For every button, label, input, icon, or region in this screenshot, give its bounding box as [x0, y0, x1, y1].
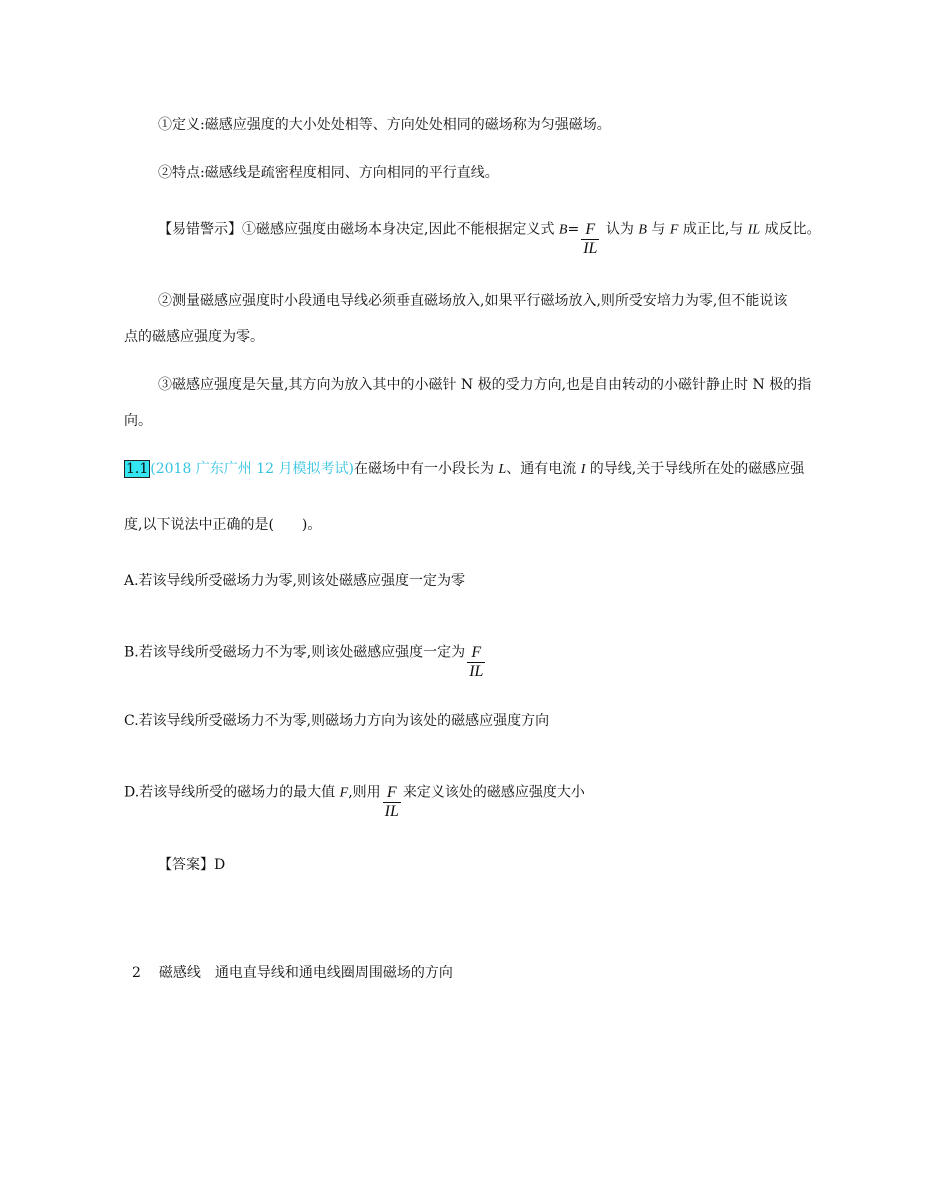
- warning-text: 成正比,与: [678, 221, 748, 238]
- section-heading: [132, 963, 453, 983]
- vector-paragraph-line1: ③磁感应强度是矢量,其方向为放入其中的小磁针 N 极的受力方向,也是自由转动的小磁针静止时 N 极的指: [158, 377, 812, 393]
- option-d-text: ,则用: [348, 784, 381, 801]
- symbol-i: I: [580, 462, 586, 477]
- definition-paragraph: ①定义:磁感应强度的大小处处相等、方向处处相同的磁场称为匀强磁场。: [158, 117, 611, 133]
- option-b-text: B.若该导线所受磁场力不为零,则该处磁感应强度一定为: [124, 644, 466, 661]
- symbol-l: L: [498, 462, 507, 477]
- option-d: [124, 774, 585, 820]
- option-c: C.若该导线所受磁场力不为零,则磁场力方向为该处的磁感应强度方向: [124, 713, 550, 729]
- question-text: 在磁场中有一小段长为: [353, 461, 499, 477]
- question-text: 、通有电流: [506, 461, 581, 477]
- fraction-denominator: IL: [384, 803, 399, 820]
- option-b-fraction: [467, 644, 485, 681]
- question-number[interactable]: 1.1: [126, 461, 149, 477]
- option-d-text: 来定义该处的磁感应强度大小: [402, 784, 585, 801]
- option-d-fraction: [383, 784, 401, 821]
- vector-paragraph-line2: 向。: [124, 413, 152, 429]
- fraction-denominator: IL: [469, 663, 484, 680]
- fraction-numerator: F: [581, 221, 599, 240]
- section-title: 磁感线 通电直导线和通电线圈周围磁场的方向: [158, 965, 453, 981]
- question-text: 的导线,关于导线所在处的磁感应强: [585, 461, 805, 477]
- warning-paragraph: [158, 211, 821, 257]
- warning-text: ①磁感应强度由磁场本身决定,因此不能根据定义式: [242, 221, 559, 238]
- warning-text: 认为: [601, 221, 639, 238]
- warning-text: 与: [646, 221, 670, 238]
- feature-paragraph: ②特点:磁感线是疏密程度相同、方向相同的平行直线。: [158, 165, 499, 181]
- symbol-f: F: [339, 785, 349, 801]
- measurement-paragraph-line2: 点的磁感应强度为零。: [124, 329, 264, 345]
- section-number: 2: [132, 965, 141, 981]
- answer: 【答案】D: [158, 857, 226, 873]
- question-stem-line2: 度,以下说法中正确的是( )。: [124, 517, 322, 533]
- warning-text: 成反比。: [760, 221, 821, 238]
- warning-label: 【易错警示】: [158, 221, 242, 238]
- definition-fraction: [581, 221, 599, 258]
- option-d-text: D.若该导线所受的磁场力的最大值: [124, 784, 340, 801]
- question-source[interactable]: (2018 广东广州 12 月模拟考试): [150, 461, 354, 477]
- question-stem-line1: [124, 459, 804, 480]
- symbol-f: F: [669, 222, 679, 238]
- equals-sign: =: [567, 221, 580, 238]
- fraction-denominator: IL: [583, 240, 598, 257]
- fraction-numerator: F: [383, 784, 401, 803]
- symbol-b: B: [638, 222, 647, 238]
- measurement-paragraph-line1: ②测量磁感应强度时小段通电导线必须垂直磁场放入,如果平行磁场放入,则所受安培力为零,但不能说该: [158, 293, 788, 309]
- fraction-numerator: F: [467, 644, 485, 663]
- option-b: [124, 634, 487, 680]
- symbol-il: IL: [747, 222, 761, 238]
- option-a: A.若该导线所受磁场力为零,则该处磁感应强度一定为零: [124, 573, 466, 589]
- symbol-b: B: [558, 222, 568, 238]
